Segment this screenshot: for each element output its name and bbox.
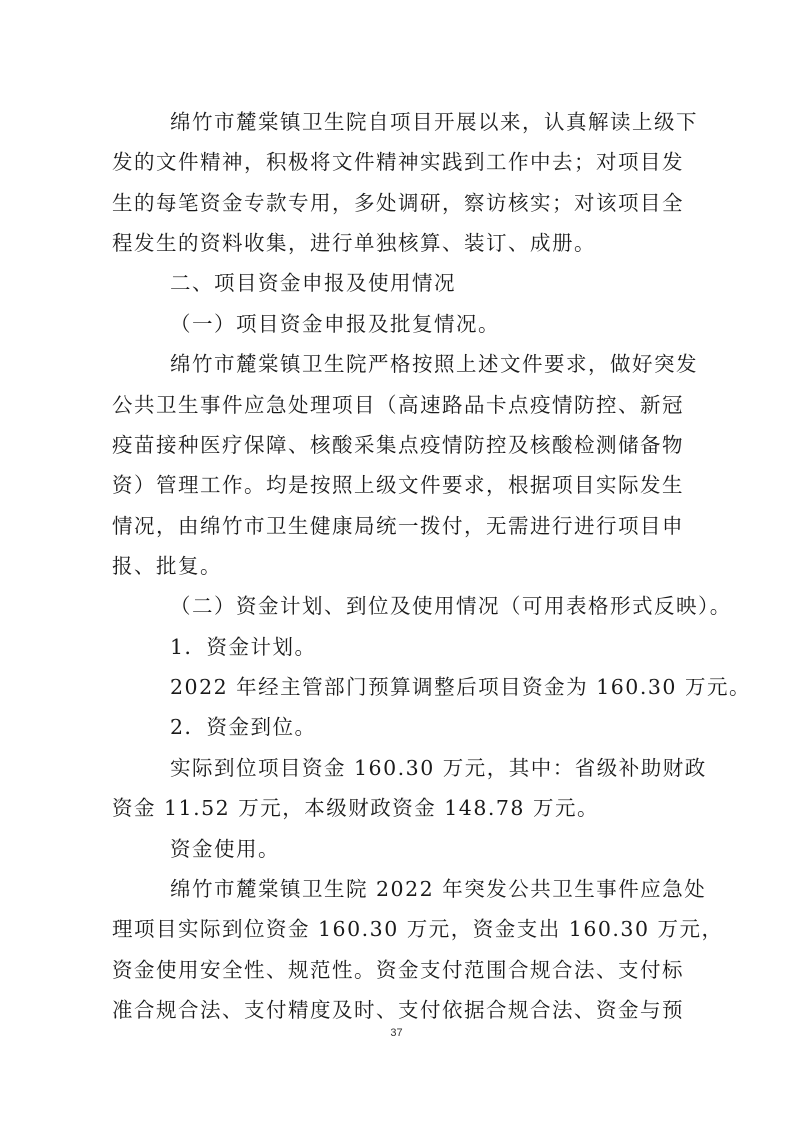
item-heading: 1．资金计划。 [170, 635, 317, 659]
section-heading: 二、项目资金申报及使用情况 [170, 271, 456, 295]
paragraph-line: 发的文件精神，积极将文件精神实践到工作中去；对项目发 [112, 150, 684, 174]
paragraph-line: 资金 11.52 万元，本级财政资金 148.78 万元。 [112, 796, 599, 820]
paragraph-line: 报、批复。 [112, 554, 222, 578]
paragraph-line: 生的每笔资金专款专用，多处调研，察访核实；对该项目全 [112, 191, 684, 215]
paragraph-line: 程发生的资料收集，进行单独核算、装订、成册。 [112, 231, 596, 255]
subsection-heading: （一）项目资金申报及批复情况。 [170, 312, 500, 336]
paragraph-line: 准合规合法、支付精度及时、支付依据合规合法、资金与预 [112, 998, 684, 1022]
item-heading: 2．资金到位。 [170, 715, 317, 739]
paragraph-line: 实际到位项目资金 160.30 万元，其中：省级补助财政 [170, 756, 707, 780]
paragraph-line: 资）管理工作。均是按照上级文件要求，根据项目实际发生 [112, 473, 684, 497]
paragraph-line: 理项目实际到位资金 160.30 万元，资金支出 160.30 万元， [112, 917, 724, 941]
page-number: 37 [390, 1027, 403, 1039]
paragraph-line: 疫苗接种医疗保障、核酸采集点疫情防控及核酸检测储备物 [112, 433, 684, 457]
paragraph-line: 公共卫生事件应急处理项目（高速路品卡点疫情防控、新冠 [112, 393, 684, 417]
paragraph-line: 绵竹市麓棠镇卫生院严格按照上述文件要求，做好突发 [170, 352, 698, 376]
paragraph-line: 绵竹市麓棠镇卫生院 2022 年突发公共卫生事件应急处 [170, 877, 707, 901]
item-heading: 资金使用。 [170, 837, 280, 861]
paragraph-line: 2022 年经主管部门预算调整后项目资金为 160.30 万元。 [170, 675, 751, 699]
paragraph-line: 资金使用安全性、规范性。资金支付范围合规合法、支付标 [112, 958, 684, 982]
paragraph-line: 情况，由绵竹市卫生健康局统一拨付，无需进行进行项目申 [112, 514, 684, 538]
subsection-heading: （二）资金计划、到位及使用情况（可用表格形式反映）。 [170, 594, 732, 618]
paragraph-line: 绵竹市麓棠镇卫生院自项目开展以来，认真解读上级下 [170, 110, 698, 134]
